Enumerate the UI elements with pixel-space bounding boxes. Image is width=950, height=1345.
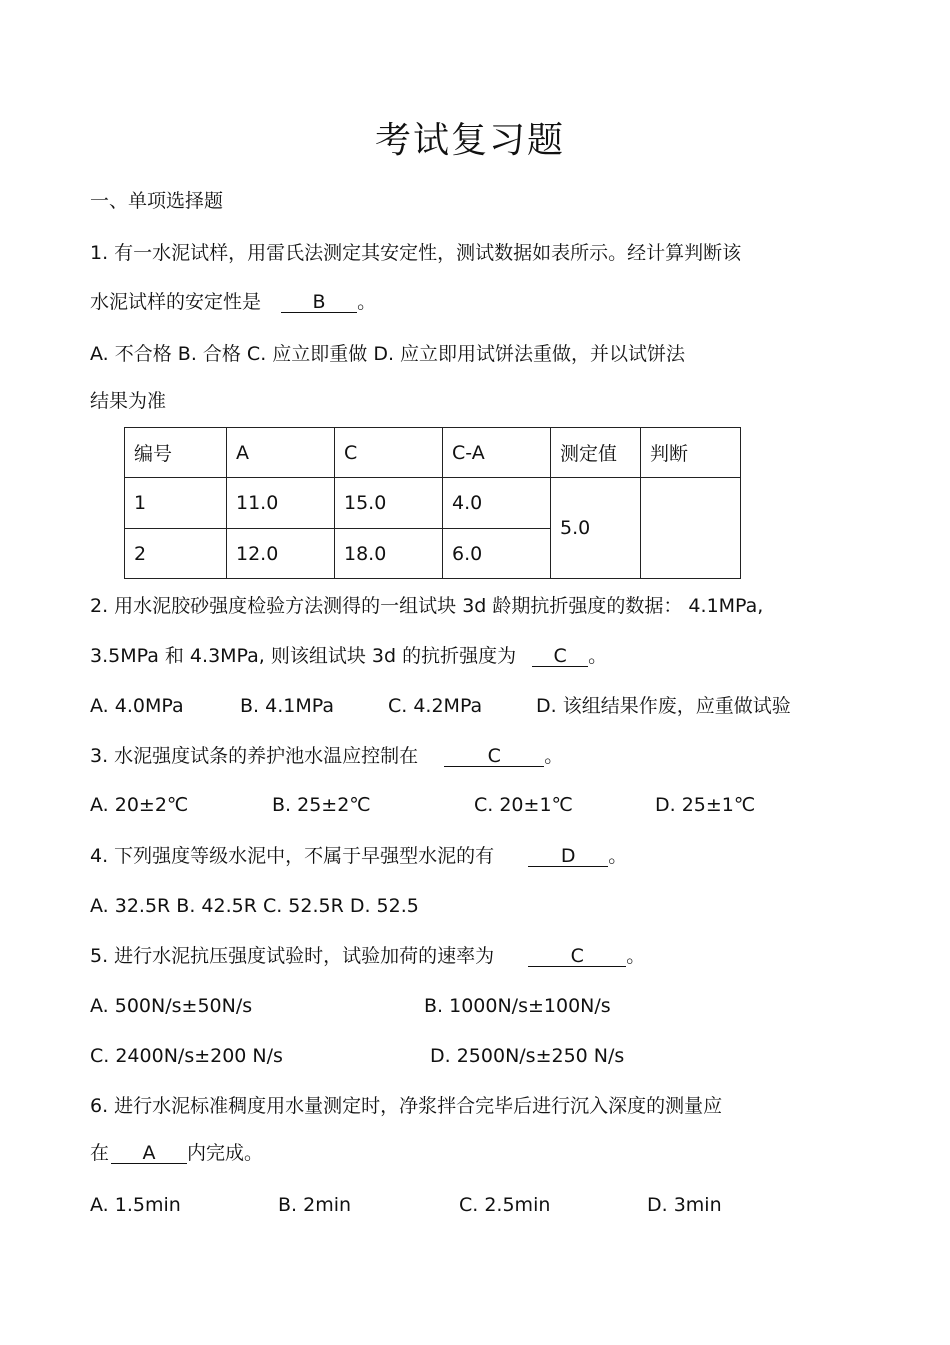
q2-stem-line2 [90,644,607,668]
q1-stem-text: 水泥试样的安定性是 [90,291,262,313]
q3-option-a: A. 20±2℃ [90,794,189,816]
q5-option-a: A. 500N/s±50N/s [90,995,253,1017]
q6-answer-blank: A [111,1143,187,1164]
table-header-cell: A [227,428,335,478]
q5-option-d: D. 2500N/s±250 N/s [430,1045,625,1067]
q6-option-d: D. 3min [647,1194,722,1216]
q4-stem [90,844,627,868]
table-header-cell: C-A [443,428,551,478]
table-header-cell: 测定值 [551,428,641,478]
q2-stem-text: 3.5MPa 和 4.3MPa, 则该组试块 3d 的抗折强度为 [90,645,517,667]
table-cell: 18.0 [335,529,443,579]
q6-stem-line2 [90,1141,263,1165]
q1-answer-blank: B [281,292,357,313]
q5-answer-blank: C [528,946,626,967]
table-cell: 2 [125,529,227,579]
table-row [125,478,741,529]
q3-stem [90,744,563,768]
table-cell: 6.0 [443,529,551,579]
q5-stem [90,944,645,968]
q3-option-c: C. 20±1℃ [474,794,573,816]
table-header-cell: 判断 [641,428,741,478]
q2-answer-blank: C [532,646,588,667]
q4-answer-blank: D [528,846,608,867]
q5-option-b: B. 1000N/s±100N/s [424,995,611,1017]
page-title: 考试复习题 [374,120,565,161]
q1-stem-end: 。 [357,291,377,313]
q3-option-d: D. 25±1℃ [655,794,756,816]
q3-answer-blank: C [444,746,544,767]
q2-option-c: C. 4.2MPa [388,695,483,717]
q2-option-a: A. 4.0MPa [90,695,184,717]
q4-options: A. 32.5R B. 42.5R C. 52.5R D. 52.5 [90,895,419,917]
q6-stem-end: 内完成。 [187,1142,264,1164]
table-cell: 12.0 [227,529,335,579]
q1-data-table [124,427,741,579]
q2-stem-end: 。 [588,645,608,667]
q2-stem-line1: 2. 用水泥胶砂强度检验方法测得的一组试块 3d 龄期抗折强度的数据： 4.1MPa, [90,595,764,617]
table-cell: 15.0 [335,478,443,529]
q1-options-line2: 结果为准 [90,390,167,412]
q4-stem-text: 4. 下列强度等级水泥中，不属于早强型水泥的有 [90,845,495,867]
q1-stem-line1: 1. 有一水泥试样，用雷氏法测定其安定性，测试数据如表所示。经计算判断该 [90,242,742,264]
q3-option-b: B. 25±2℃ [272,794,371,816]
q1-stem-line2 [90,290,376,314]
q6-option-c: C. 2.5min [459,1194,551,1216]
table-cell: 11.0 [227,478,335,529]
table-measured-cell: 5.0 [551,478,641,579]
q5-stem-end: 。 [626,945,646,967]
q3-stem-text: 3. 水泥强度试条的养护池水温应控制在 [90,745,419,767]
q3-stem-end: 。 [544,745,564,767]
q6-stem-line1: 6. 进行水泥标准稠度用水量测定时，净浆拌合完毕后进行沉入深度的测量应 [90,1095,723,1117]
q6-option-a: A. 1.5min [90,1194,181,1216]
q2-option-d: D. 该组结果作废，应重做试验 [536,695,791,717]
q6-stem-text: 在 [90,1142,110,1164]
section-heading: 一、单项选择题 [90,190,224,212]
q5-option-c: C. 2400N/s±200 N/s [90,1045,283,1067]
table-header-cell: 编号 [125,428,227,478]
table-cell: 4.0 [443,478,551,529]
table-header-row [125,428,741,478]
q4-stem-end: 。 [608,845,628,867]
table-judgement-cell [641,478,741,579]
q2-option-b: B. 4.1MPa [240,695,334,717]
q6-option-b: B. 2min [278,1194,352,1216]
table-header-cell: C [335,428,443,478]
q5-stem-text: 5. 进行水泥抗压强度试验时，试验加荷的速率为 [90,945,495,967]
q1-options-line1: A. 不合格 B. 合格 C. 应立即重做 D. 应立即用试饼法重做，并以试饼法 [90,343,686,365]
table-cell: 1 [125,478,227,529]
